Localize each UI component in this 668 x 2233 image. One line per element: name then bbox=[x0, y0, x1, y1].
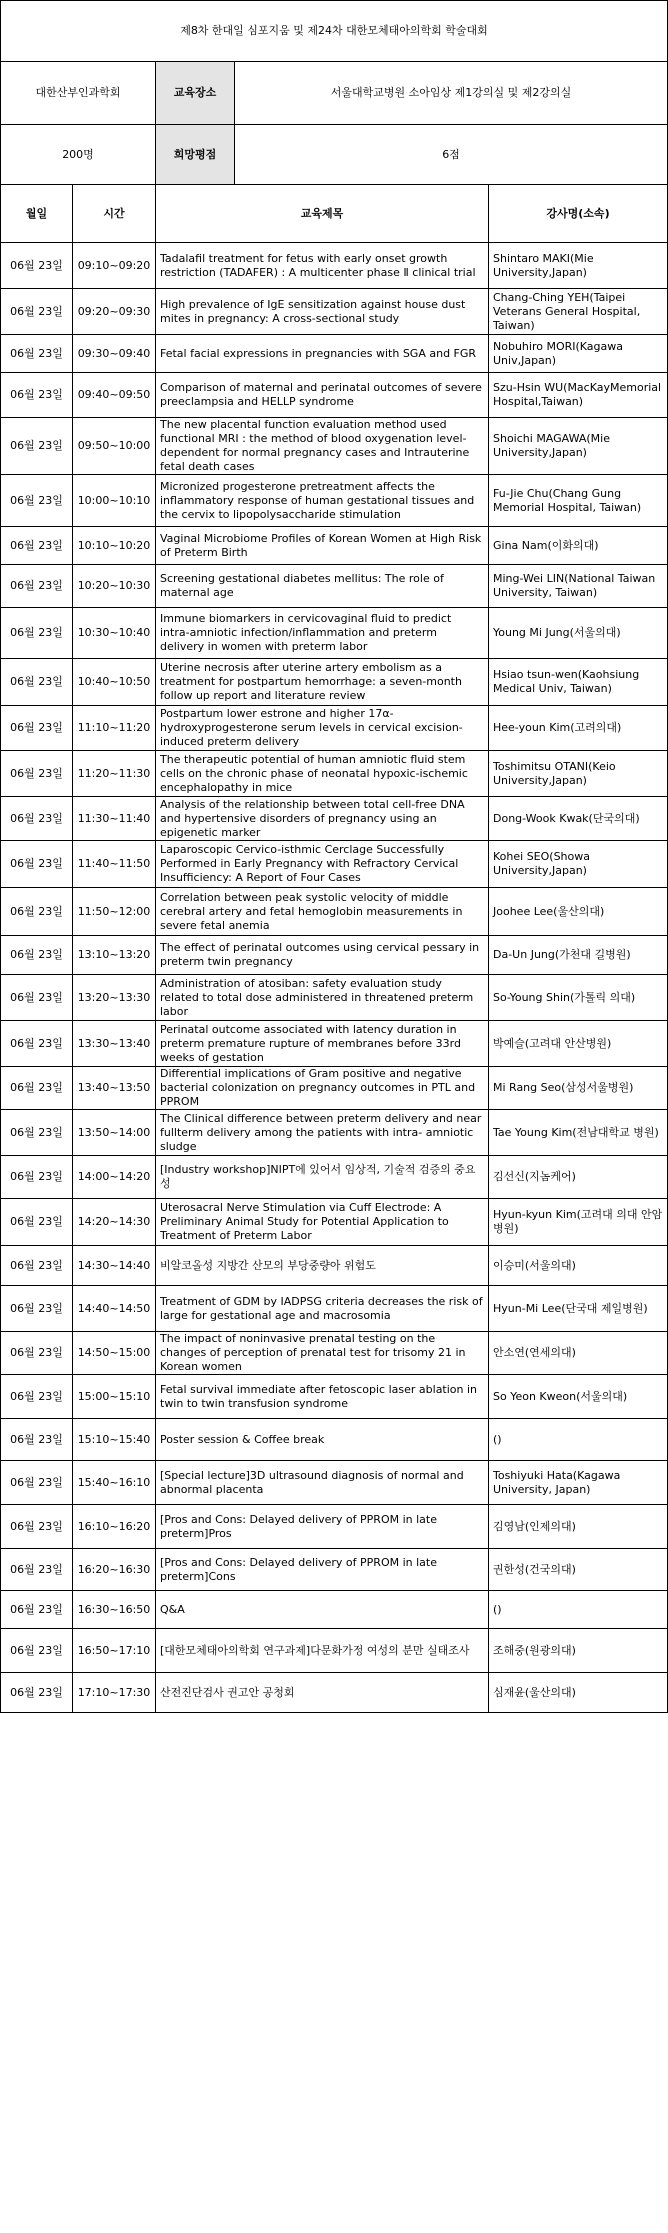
row-date: 06월 23일 bbox=[1, 373, 73, 418]
row-subject: Q&A bbox=[156, 1591, 489, 1629]
info-row-place bbox=[1, 62, 668, 125]
row-speaker: Fu-Jie Chu(Chang Gung Memorial Hospital, Taiwan) bbox=[489, 475, 668, 527]
row-subject: Administration of atosiban: safety evaluation study related to total dose administered in threatened preterm labor bbox=[156, 975, 489, 1021]
points-value: 6점 bbox=[234, 125, 667, 184]
row-date: 06월 23일 bbox=[1, 1246, 73, 1286]
place-label-cell bbox=[156, 62, 668, 125]
schedule-row bbox=[1, 565, 668, 608]
schedule-row bbox=[1, 1286, 668, 1332]
row-speaker: Shintaro MAKI(Mie University,Japan) bbox=[489, 243, 668, 289]
row-speaker: Hyun-Mi Lee(단국대 제일병원) bbox=[489, 1286, 668, 1332]
row-speaker: Tae Young Kim(전남대학교 병원) bbox=[489, 1110, 668, 1156]
row-date: 06월 23일 bbox=[1, 1332, 73, 1375]
row-speaker: () bbox=[489, 1419, 668, 1461]
schedule-row bbox=[1, 1067, 668, 1110]
schedule-row bbox=[1, 1591, 668, 1629]
row-date: 06월 23일 bbox=[1, 527, 73, 565]
row-speaker: 안소연(연세의대) bbox=[489, 1332, 668, 1375]
organizer: 대한산부인과학회 bbox=[1, 62, 156, 125]
row-time: 13:30~13:40 bbox=[73, 1021, 156, 1067]
row-speaker: () bbox=[489, 1591, 668, 1629]
row-time: 11:20~11:30 bbox=[73, 751, 156, 797]
schedule-row bbox=[1, 1505, 668, 1549]
row-time: 14:30~14:40 bbox=[73, 1246, 156, 1286]
row-subject: 산전진단검사 권고안 공청회 bbox=[156, 1673, 489, 1713]
row-subject: Uterosacral Nerve Stimulation via Cuff Electrode: A Preliminary Animal Study for Potential Application to Treatment of Preterm Labor bbox=[156, 1199, 489, 1246]
schedule-row bbox=[1, 289, 668, 335]
title-row bbox=[1, 1, 668, 62]
row-speaker: 김선신(지놈케어) bbox=[489, 1156, 668, 1199]
page-title: 제8차 한대일 심포지움 및 제24차 대한모체태아의학회 학술대회 bbox=[1, 1, 668, 62]
schedule-row bbox=[1, 1419, 668, 1461]
row-time: 09:20~09:30 bbox=[73, 289, 156, 335]
row-subject: Postpartum lower estrone and higher 17α-hydroxyprogesterone serum levels in cervical excision-induced preterm delivery bbox=[156, 706, 489, 751]
row-time: 09:40~09:50 bbox=[73, 373, 156, 418]
row-subject: The effect of perinatal outcomes using cervical pessary in preterm twin pregnancy bbox=[156, 936, 489, 975]
row-date: 06월 23일 bbox=[1, 888, 73, 936]
row-time: 16:10~16:20 bbox=[73, 1505, 156, 1549]
schedule-row bbox=[1, 797, 668, 841]
row-date: 06월 23일 bbox=[1, 475, 73, 527]
row-subject: 비알코올성 지방간 산모의 부당중량아 위험도 bbox=[156, 1246, 489, 1286]
schedule-row bbox=[1, 1246, 668, 1286]
row-speaker: Nobuhiro MORI(Kagawa Univ,Japan) bbox=[489, 335, 668, 373]
schedule-row bbox=[1, 1461, 668, 1505]
row-subject: High prevalence of IgE sensitization against house dust mites in pregnancy: A cross-sectional study bbox=[156, 289, 489, 335]
row-speaker: Young Mi Jung(서울의대) bbox=[489, 608, 668, 659]
row-date: 06월 23일 bbox=[1, 1156, 73, 1199]
row-date: 06월 23일 bbox=[1, 1199, 73, 1246]
row-time: 10:30~10:40 bbox=[73, 608, 156, 659]
row-subject: Differential implications of Gram positive and negative bacterial colonization on pregnancy outcomes in PTL and PPROM bbox=[156, 1067, 489, 1110]
row-date: 06월 23일 bbox=[1, 1021, 73, 1067]
row-date: 06월 23일 bbox=[1, 1067, 73, 1110]
header-time: 시간 bbox=[73, 185, 156, 243]
row-subject: [Pros and Cons: Delayed delivery of PPROM in late preterm]Cons bbox=[156, 1549, 489, 1591]
row-subject: Fetal facial expressions in pregnancies with SGA and FGR bbox=[156, 335, 489, 373]
row-speaker: Toshimitsu OTANI(Keio University,Japan) bbox=[489, 751, 668, 797]
row-date: 06월 23일 bbox=[1, 1629, 73, 1673]
row-subject: Comparison of maternal and perinatal outcomes of severe preeclampsia and HELLP syndrome bbox=[156, 373, 489, 418]
points-label: 희망평점 bbox=[156, 125, 234, 184]
capacity: 200명 bbox=[1, 125, 156, 185]
place-label: 교육장소 bbox=[156, 62, 234, 124]
row-time: 13:20~13:30 bbox=[73, 975, 156, 1021]
row-subject: Poster session & Coffee break bbox=[156, 1419, 489, 1461]
row-subject: Immune biomarkers in cervicovaginal fluid to predict intra-amniotic infection/inflammation and preterm delivery in women with preterm labor bbox=[156, 608, 489, 659]
row-subject: Treatment of GDM by IADPSG criteria decreases the risk of large for gestational age and macrosomia bbox=[156, 1286, 489, 1332]
row-time: 11:50~12:00 bbox=[73, 888, 156, 936]
schedule-row bbox=[1, 975, 668, 1021]
place-value: 서울대학교병원 소아임상 제1강의실 및 제2강의실 bbox=[234, 62, 667, 124]
row-speaker: Toshiyuki Hata(Kagawa University, Japan) bbox=[489, 1461, 668, 1505]
row-date: 06월 23일 bbox=[1, 1375, 73, 1419]
row-time: 15:40~16:10 bbox=[73, 1461, 156, 1505]
row-subject: Micronized progesterone pretreatment affects the inflammatory response of human gestational tissues and the cervix to lipopolysaccharide stimulation bbox=[156, 475, 489, 527]
row-time: 10:00~10:10 bbox=[73, 475, 156, 527]
row-subject: Perinatal outcome associated with latency duration in preterm premature rupture of membranes before 33rd weeks of gestation bbox=[156, 1021, 489, 1067]
row-date: 06월 23일 bbox=[1, 706, 73, 751]
schedule-row bbox=[1, 527, 668, 565]
row-time: 14:00~14:20 bbox=[73, 1156, 156, 1199]
schedule-row bbox=[1, 1156, 668, 1199]
schedule-body bbox=[1, 1, 668, 1713]
header-row bbox=[1, 185, 668, 243]
row-date: 06월 23일 bbox=[1, 1591, 73, 1629]
info-row-capacity bbox=[1, 125, 668, 185]
row-date: 06월 23일 bbox=[1, 659, 73, 706]
row-time: 14:50~15:00 bbox=[73, 1332, 156, 1375]
row-date: 06월 23일 bbox=[1, 751, 73, 797]
schedule-row bbox=[1, 936, 668, 975]
row-time: 13:50~14:00 bbox=[73, 1110, 156, 1156]
row-speaker: Mi Rang Seo(삼성서울병원) bbox=[489, 1067, 668, 1110]
row-speaker: So-Young Shin(가톨릭 의대) bbox=[489, 975, 668, 1021]
schedule-row bbox=[1, 1629, 668, 1673]
row-date: 06월 23일 bbox=[1, 289, 73, 335]
header-speaker: 강사명(소속) bbox=[489, 185, 668, 243]
schedule-row bbox=[1, 706, 668, 751]
row-time: 09:50~10:00 bbox=[73, 418, 156, 475]
row-time: 09:30~09:40 bbox=[73, 335, 156, 373]
row-date: 06월 23일 bbox=[1, 1110, 73, 1156]
row-date: 06월 23일 bbox=[1, 936, 73, 975]
row-time: 13:10~13:20 bbox=[73, 936, 156, 975]
row-date: 06월 23일 bbox=[1, 1419, 73, 1461]
header-subject: 교육제목 bbox=[156, 185, 489, 243]
row-subject: The new placental function evaluation method used functional MRI : the method of blood oxygenation level-dependent for normal pregnancy cases and Intrauterine fetal death cases bbox=[156, 418, 489, 475]
row-date: 06월 23일 bbox=[1, 418, 73, 475]
row-time: 11:10~11:20 bbox=[73, 706, 156, 751]
row-time: 11:30~11:40 bbox=[73, 797, 156, 841]
schedule-row bbox=[1, 243, 668, 289]
row-speaker: 심재윤(울산의대) bbox=[489, 1673, 668, 1713]
row-subject: Screening gestational diabetes mellitus: The role of maternal age bbox=[156, 565, 489, 608]
schedule-row bbox=[1, 1673, 668, 1713]
row-time: 16:30~16:50 bbox=[73, 1591, 156, 1629]
schedule-row bbox=[1, 1110, 668, 1156]
row-date: 06월 23일 bbox=[1, 1461, 73, 1505]
schedule-row bbox=[1, 475, 668, 527]
row-speaker: 권한성(건국의대) bbox=[489, 1549, 668, 1591]
row-subject: [Industry workshop]NIPT에 있어서 임상적, 기술적 검증의 중요성 bbox=[156, 1156, 489, 1199]
row-subject: Fetal survival immediate after fetoscopic laser ablation in twin to twin transfusion syndrome bbox=[156, 1375, 489, 1419]
row-subject: Analysis of the relationship between total cell-free DNA and hypertensive disorders of pregnancy using an epigenetic marker bbox=[156, 797, 489, 841]
row-speaker: 김영남(인제의대) bbox=[489, 1505, 668, 1549]
row-date: 06월 23일 bbox=[1, 335, 73, 373]
row-time: 15:10~15:40 bbox=[73, 1419, 156, 1461]
row-date: 06월 23일 bbox=[1, 1673, 73, 1713]
row-time: 10:20~10:30 bbox=[73, 565, 156, 608]
row-speaker: Joohee Lee(울산의대) bbox=[489, 888, 668, 936]
row-speaker: Ming-Wei LIN(National Taiwan University, Taiwan) bbox=[489, 565, 668, 608]
row-speaker: Kohei SEO(Showa University,Japan) bbox=[489, 841, 668, 888]
row-date: 06월 23일 bbox=[1, 243, 73, 289]
row-time: 14:40~14:50 bbox=[73, 1286, 156, 1332]
row-subject: The impact of noninvasive prenatal testing on the changes of perception of prenatal test for trisomy 21 in Korean women bbox=[156, 1332, 489, 1375]
row-speaker: 조해중(원광의대) bbox=[489, 1629, 668, 1673]
row-speaker: Hee-youn Kim(고려의대) bbox=[489, 706, 668, 751]
row-subject: Laparoscopic Cervico-isthmic Cerclage Successfully Performed in Early Pregnancy with Refractory Cervical Insufficiency: A Report of Four Cases bbox=[156, 841, 489, 888]
row-date: 06월 23일 bbox=[1, 608, 73, 659]
row-date: 06월 23일 bbox=[1, 975, 73, 1021]
row-speaker: Hyun-kyun Kim(고려대 의대 안암병원) bbox=[489, 1199, 668, 1246]
row-time: 15:00~15:10 bbox=[73, 1375, 156, 1419]
row-date: 06월 23일 bbox=[1, 1505, 73, 1549]
row-time: 13:40~13:50 bbox=[73, 1067, 156, 1110]
row-time: 11:40~11:50 bbox=[73, 841, 156, 888]
schedule-row bbox=[1, 373, 668, 418]
schedule-row bbox=[1, 1375, 668, 1419]
row-subject: [Special lecture]3D ultrasound diagnosis of normal and abnormal placenta bbox=[156, 1461, 489, 1505]
schedule-row bbox=[1, 751, 668, 797]
row-subject: Tadalafil treatment for fetus with early onset growth restriction (TADAFER) : A multicenter phase Ⅱ clinical trial bbox=[156, 243, 489, 289]
row-subject: [Pros and Cons: Delayed delivery of PPROM in late preterm]Pros bbox=[156, 1505, 489, 1549]
row-date: 06월 23일 bbox=[1, 1286, 73, 1332]
row-time: 10:10~10:20 bbox=[73, 527, 156, 565]
row-date: 06월 23일 bbox=[1, 797, 73, 841]
header-date: 월일 bbox=[1, 185, 73, 243]
schedule-row bbox=[1, 1549, 668, 1591]
row-subject: Vaginal Microbiome Profiles of Korean Women at High Risk of Preterm Birth bbox=[156, 527, 489, 565]
row-subject: The Clinical difference between preterm delivery and near fullterm delivery among the patients with intra- amniotic sludge bbox=[156, 1110, 489, 1156]
row-speaker: Gina Nam(이화의대) bbox=[489, 527, 668, 565]
row-speaker: 이승미(서울의대) bbox=[489, 1246, 668, 1286]
row-date: 06월 23일 bbox=[1, 565, 73, 608]
row-date: 06월 23일 bbox=[1, 1549, 73, 1591]
row-speaker: So Yeon Kweon(서울의대) bbox=[489, 1375, 668, 1419]
schedule-row bbox=[1, 659, 668, 706]
schedule-row bbox=[1, 335, 668, 373]
schedule-row bbox=[1, 608, 668, 659]
points-label-cell bbox=[156, 125, 668, 185]
row-speaker: 박예슬(고려대 안산병원) bbox=[489, 1021, 668, 1067]
row-time: 16:20~16:30 bbox=[73, 1549, 156, 1591]
row-subject: Uterine necrosis after uterine artery embolism as a treatment for postpartum hemorrhage: a seven-month follow up report and literature review bbox=[156, 659, 489, 706]
row-speaker: Dong-Wook Kwak(단국의대) bbox=[489, 797, 668, 841]
schedule-row bbox=[1, 1199, 668, 1246]
row-date: 06월 23일 bbox=[1, 841, 73, 888]
schedule-row bbox=[1, 841, 668, 888]
row-time: 14:20~14:30 bbox=[73, 1199, 156, 1246]
row-speaker: Chang-Ching YEH(Taipei Veterans General Hospital, Taiwan) bbox=[489, 289, 668, 335]
row-time: 09:10~09:20 bbox=[73, 243, 156, 289]
row-speaker: Hsiao tsun-wen(Kaohsiung Medical Univ, Taiwan) bbox=[489, 659, 668, 706]
schedule-row bbox=[1, 418, 668, 475]
row-time: 10:40~10:50 bbox=[73, 659, 156, 706]
row-speaker: Da-Un Jung(가천대 길병원) bbox=[489, 936, 668, 975]
row-subject: Correlation between peak systolic velocity of middle cerebral artery and fetal hemoglobin measurements in severe fetal anemia bbox=[156, 888, 489, 936]
schedule-row bbox=[1, 1332, 668, 1375]
row-subject: The therapeutic potential of human amniotic fluid stem cells on the chronic phase of neonatal hypoxic-ischemic encephalopathy in mice bbox=[156, 751, 489, 797]
schedule-row bbox=[1, 888, 668, 936]
row-speaker: Shoichi MAGAWA(Mie University,Japan) bbox=[489, 418, 668, 475]
row-time: 16:50~17:10 bbox=[73, 1629, 156, 1673]
row-speaker: Szu-Hsin WU(MacKayMemorial Hospital,Taiwan) bbox=[489, 373, 668, 418]
row-time: 17:10~17:30 bbox=[73, 1673, 156, 1713]
schedule-row bbox=[1, 1021, 668, 1067]
row-subject: [대한모체태아의학회 연구과제]다문화가정 여성의 분만 실태조사 bbox=[156, 1629, 489, 1673]
